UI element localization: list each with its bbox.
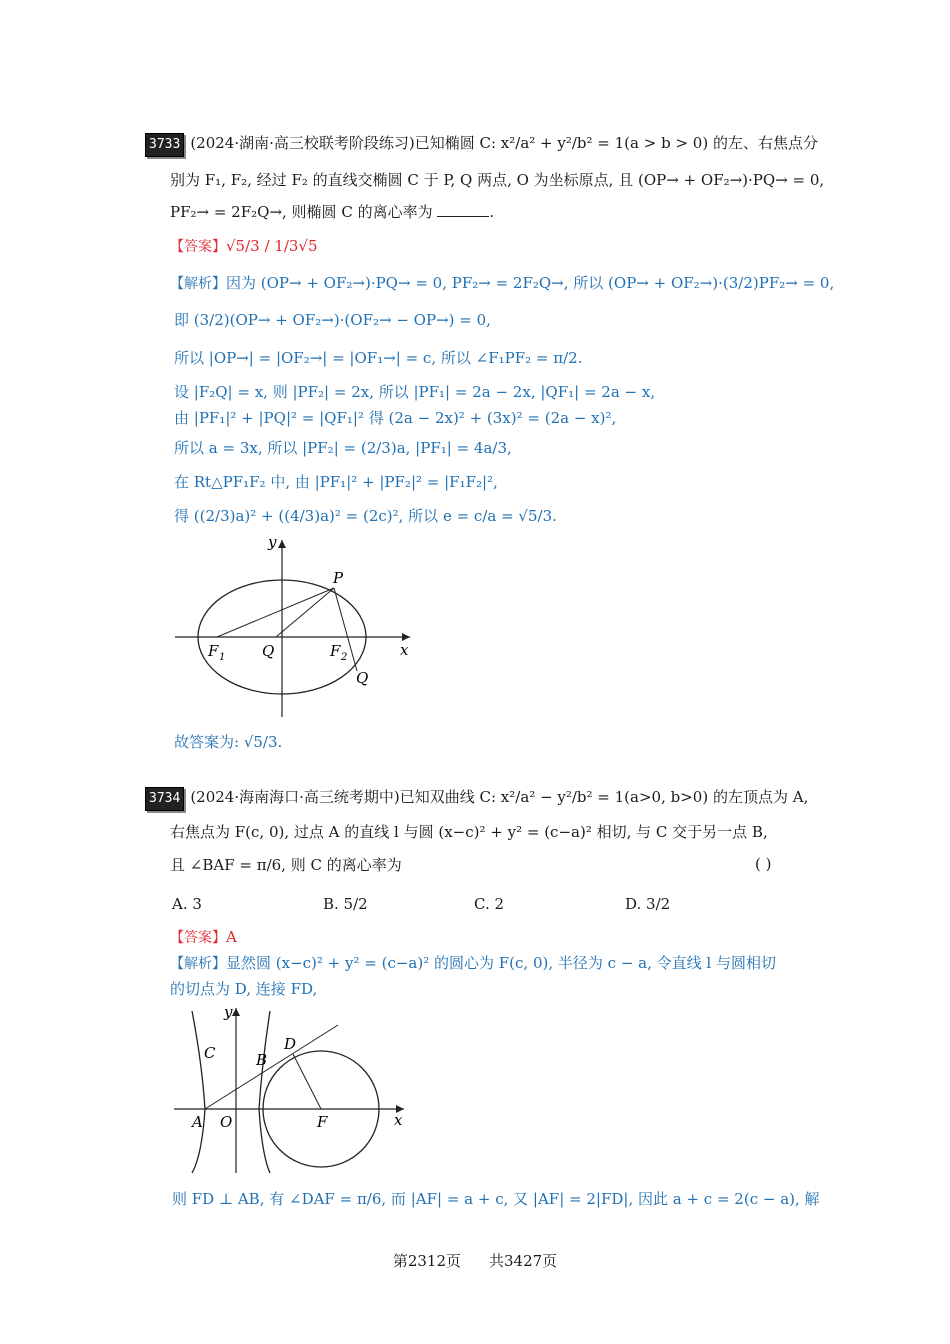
fig-label-y: y	[268, 535, 277, 551]
analysis-line-1: 【解析】因为 (OP→ + OF₂→)·PQ→ = 0, PF₂→ = 2F₂Q→, 所以 (OP→ + OF₂→)·(3/2)PF₂→ = 0,	[170, 274, 835, 292]
conclusion-line: 故答案为: √5/3.	[174, 733, 283, 751]
analysis-line-8: 得 ((2/3)a)² + ((4/3)a)² = (2c)², 所以 e = c/a = √5/3.	[174, 507, 557, 525]
analysis-tag: 【解析】	[170, 956, 226, 972]
fig-label-o: O	[220, 1113, 233, 1131]
page-footer	[0, 1250, 950, 1271]
question-3733-line-3: PF₂→ = 2F₂Q→, 则椭圆 C 的离心率为 .	[170, 203, 495, 221]
choice-d: D. 3/2	[625, 895, 671, 913]
page-total: 共3427页	[489, 1252, 558, 1270]
fig-label-f1-sub: 1	[219, 652, 226, 663]
question-3734-line-2: 右焦点为 F(c, 0), 过点 A 的直线 l 与圆 (x−c)² + y² = (c−a)² 相切, 与 C 交于另一点 B,	[170, 823, 768, 841]
analysis-line-2: 即 (3/2)(OP→ + OF₂→)·(OF₂→ − OP→) = 0,	[174, 311, 491, 329]
analysis-line-2: 的切点为 D, 连接 FD,	[170, 980, 318, 998]
fig-label-f2: F	[330, 642, 341, 660]
analysis-line-5: 由 |PF₁|² + |PQ|² = |QF₁|² 得 (2a − 2x)² + (3x)² = (2a − x)²,	[174, 409, 617, 427]
analysis-line-3: 所以 |OP→| = |OF₂→| = |OF₁→| = c, 所以 ∠F₁PF₂ = π/2.	[174, 349, 583, 367]
fig-label-a: A	[192, 1113, 203, 1131]
choice-c: C. 2	[474, 895, 505, 913]
answer-value: A	[226, 928, 237, 946]
page-number: 第2312页	[392, 1252, 461, 1270]
fig-label-d: D	[284, 1035, 297, 1053]
ellipse-figure	[170, 535, 420, 725]
question-3733-line-2: 别为 F₁, F₂, 经过 F₂ 的直线交椭圆 C 于 P, Q 两点, O 为坐标原点, 且 (OP→ + OF₂→)·PQ→ = 0,	[170, 171, 825, 189]
analysis-line-4: 设 |F₂Q| = x, 则 |PF₂| = 2x, 所以 |PF₁| = 2a − 2x, |QF₁| = 2a − x,	[174, 383, 656, 401]
question-number-badge: 3734	[145, 787, 184, 811]
analysis-tag: 【解析】	[170, 276, 226, 292]
hyperbola-figure	[172, 1003, 412, 1175]
fig-label-q: Q	[356, 669, 369, 687]
analysis-line-1: 【解析】显然圆 (x−c)² + y² = (c−a)² 的圆心为 F(c, 0), 半径为 c − a, 令直线 l 与圆相切	[170, 954, 776, 972]
question-3734-line-3: 且 ∠BAF = π/6, 则 C 的离心率为	[170, 856, 402, 874]
fig-label-f1: F	[208, 642, 219, 660]
fig-label-y: y	[224, 1003, 233, 1021]
analysis-line-3: 则 FD ⊥ AB, 有 ∠DAF = π/6, 而 |AF| = a + c, 又 |AF| = 2|FD|, 因此 a + c = 2(c − a), 解	[172, 1190, 820, 1208]
answer-tag: 【答案】	[170, 930, 226, 946]
answer-tag: 【答案】	[170, 239, 226, 255]
fig-label-f2-sub: 2	[341, 652, 348, 663]
fig-label-f: F	[317, 1113, 328, 1131]
fig-label-x: x	[394, 1111, 403, 1129]
choice-b: B. 5/2	[323, 895, 368, 913]
question-number-badge: 3733	[145, 133, 184, 157]
fig-label-c: C	[204, 1044, 216, 1062]
answer-blank	[437, 202, 489, 217]
answer-line	[170, 236, 318, 257]
choice-a: A. 3	[172, 895, 202, 913]
analysis-line-7: 在 Rt△PF₁F₂ 中, 由 |PF₁|² + |PF₂|² = |F₁F₂|²,	[174, 473, 498, 491]
question-3734-line-1	[145, 787, 808, 811]
fig-label-q-center: Q	[262, 642, 275, 660]
answer-paren: ( )	[755, 855, 772, 873]
fig-label-p: P	[333, 569, 344, 587]
fig-label-b: B	[256, 1051, 268, 1069]
analysis-line-6: 所以 a = 3x, 所以 |PF₂| = (2/3)a, |PF₁| = 4a/3,	[174, 439, 512, 457]
question-3733-line-1	[145, 133, 818, 157]
answer-value: √5/3 / 1/3√5	[226, 237, 318, 255]
question-stem: (2024·海南海口·高三统考期中)已知双曲线 C: x²/a² − y²/b² = 1(a>0, b>0) 的左顶点为 A,	[190, 788, 809, 806]
answer-line	[170, 927, 237, 948]
question-stem: (2024·湖南·高三校联考阶段练习)已知椭圆 C: x²/a² + y²/b² = 1(a > b > 0) 的左、右焦点分	[190, 134, 818, 152]
fig-label-x: x	[400, 641, 409, 659]
